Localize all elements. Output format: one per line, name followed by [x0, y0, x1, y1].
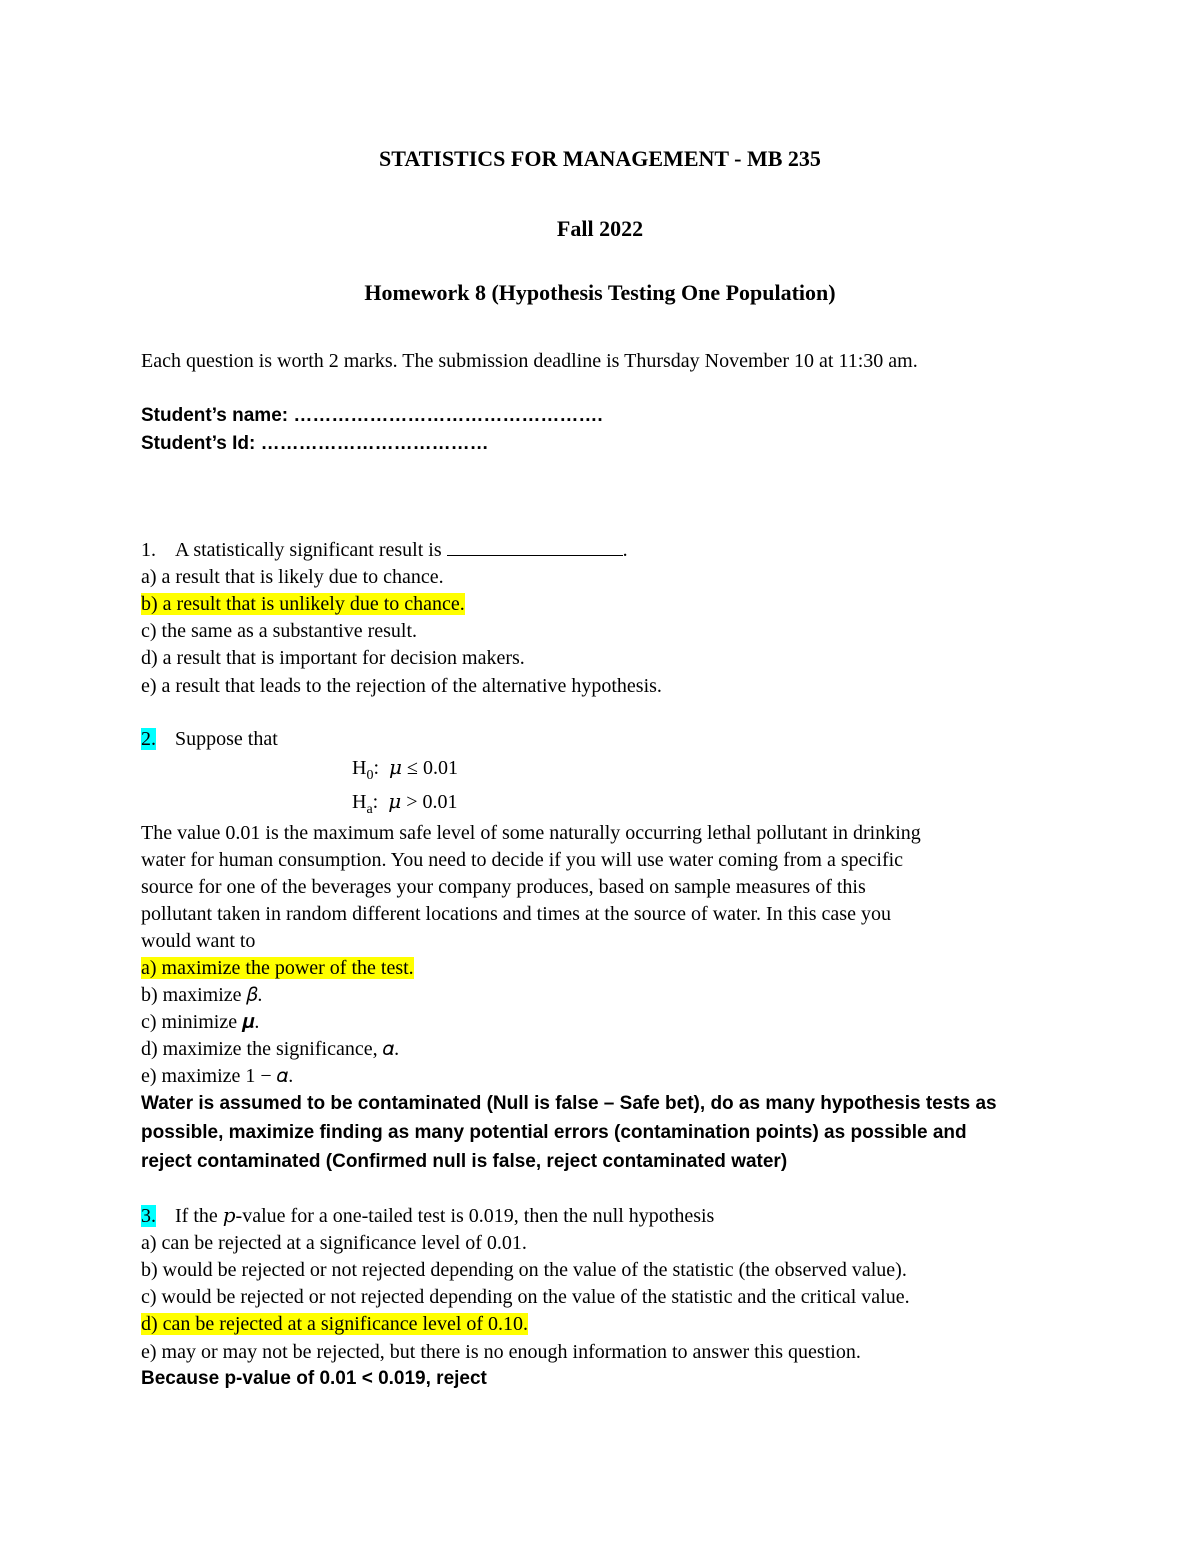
- q3-option-c: c) would be rejected or not rejected depending on the value of the statistic and the critical value.: [141, 1286, 910, 1308]
- q1-option-b-highlight: b) a result that is unlikely due to chance.: [141, 593, 465, 615]
- q1-option-c: c) the same as a substantive result.: [141, 620, 418, 642]
- ha-inequality: > 0.01: [401, 791, 458, 813]
- q2-explanation-line-3: reject contaminated (Confirmed null is false, reject contaminated water): [141, 1151, 788, 1172]
- q3-number: 3.: [141, 1205, 156, 1227]
- q1-stem: A statistically significant result is: [175, 539, 442, 561]
- q2-body-line-3: source for one of the beverages your company produces, based on sample measures of this: [141, 876, 866, 898]
- q1-option-d: d) a result that is important for decision makers.: [141, 647, 525, 669]
- q2-explanation-line-2: possible, maximize finding as many potential errors (contamination points) as possible and: [141, 1122, 967, 1143]
- q2-option-a: [141, 955, 414, 981]
- ha-subscript: a: [366, 802, 373, 817]
- term-title: Fall 2022: [556, 216, 644, 241]
- q1-blank: [447, 537, 623, 556]
- q2-stem: Suppose that: [175, 728, 278, 750]
- intro-text: Each question is worth 2 marks. The submission deadline is Thursday November 10 at 11:30 am.: [141, 350, 918, 372]
- q2-option-e: e) maximize 1 − 𝛼.: [141, 1065, 294, 1087]
- ha-colon: :: [372, 791, 379, 813]
- q1-option-a: a) a result that is likely due to chance.: [141, 566, 444, 588]
- q2-alt-hypothesis: [352, 788, 458, 823]
- q2-body-line-2: water for human consumption. You need to decide if you will use water coming from a specific: [141, 849, 904, 871]
- h0-subscript: 0: [366, 768, 374, 783]
- q2-option-b: b) maximize 𝛽.: [141, 984, 263, 1006]
- q2-option-a-highlight: a) maximize the power of the test.: [141, 957, 414, 979]
- h0-symbol: H: [352, 757, 367, 779]
- q2-body-line-1: The value 0.01 is the maximum safe level of some naturally occurring lethal pollutant in drinking: [141, 822, 921, 844]
- q2-body-line-4: pollutant taken in random different locations and times at the source of water. In this case you: [141, 903, 891, 925]
- q1-number: 1.: [141, 539, 156, 561]
- h0-inequality: ≤ 0.01: [402, 757, 458, 779]
- q1-option-e: e) a result that leads to the rejection of the alternative hypothesis.: [141, 675, 662, 697]
- student-name-field: Student’s name: ………………………………………….: [141, 405, 603, 426]
- ha-mu: μ: [388, 789, 402, 813]
- q2-number: 2.: [141, 728, 156, 750]
- q1-option-b: [141, 591, 465, 617]
- q2-null-hypothesis: [352, 754, 458, 789]
- q3-option-a: a) can be rejected at a significance level of 0.01.: [141, 1232, 527, 1254]
- student-id-field: Student’s Id: ………………………………: [141, 433, 489, 454]
- q2-number-wrap: [141, 726, 175, 752]
- ha-symbol: H: [352, 791, 367, 813]
- q3-explanation: Because p-value of 0.01 < 0.019, reject: [141, 1368, 487, 1389]
- q3-option-b: b) would be rejected or not rejected depending on the value of the statistic (the observed value).: [141, 1259, 907, 1281]
- q2-body-line-5: would want to: [141, 930, 256, 952]
- h0-mu: μ: [389, 755, 403, 779]
- q1-stem-line: [141, 537, 628, 563]
- q3-option-e: e) may or may not be rejected, but there is no enough information to answer this question.: [141, 1341, 861, 1363]
- q2-explanation-line-1: Water is assumed to be contaminated (Null is false – Safe bet), do as many hypothesis tests as: [141, 1093, 997, 1114]
- q3-option-d-highlight: d) can be rejected at a significance level of 0.10.: [141, 1313, 529, 1335]
- q3-option-d: [141, 1311, 528, 1337]
- q3-stem: If the 𝑝-value for a one-tailed test is 0.019, then the null hypothesis: [175, 1205, 715, 1227]
- q2-option-d: d) maximize the significance, 𝛼.: [141, 1038, 400, 1060]
- q3-stem-line: [141, 1203, 714, 1229]
- course-title: STATISTICS FOR MANAGEMENT - MB 235: [379, 146, 821, 171]
- q2-stem-line: [141, 726, 278, 752]
- q1-stem-end: .: [622, 539, 628, 561]
- q2-option-c: c) minimize 𝝁.: [141, 1011, 260, 1033]
- q3-number-wrap: [141, 1203, 175, 1229]
- h0-colon: :: [373, 757, 380, 779]
- homework-title: Homework 8 (Hypothesis Testing One Population): [364, 280, 836, 305]
